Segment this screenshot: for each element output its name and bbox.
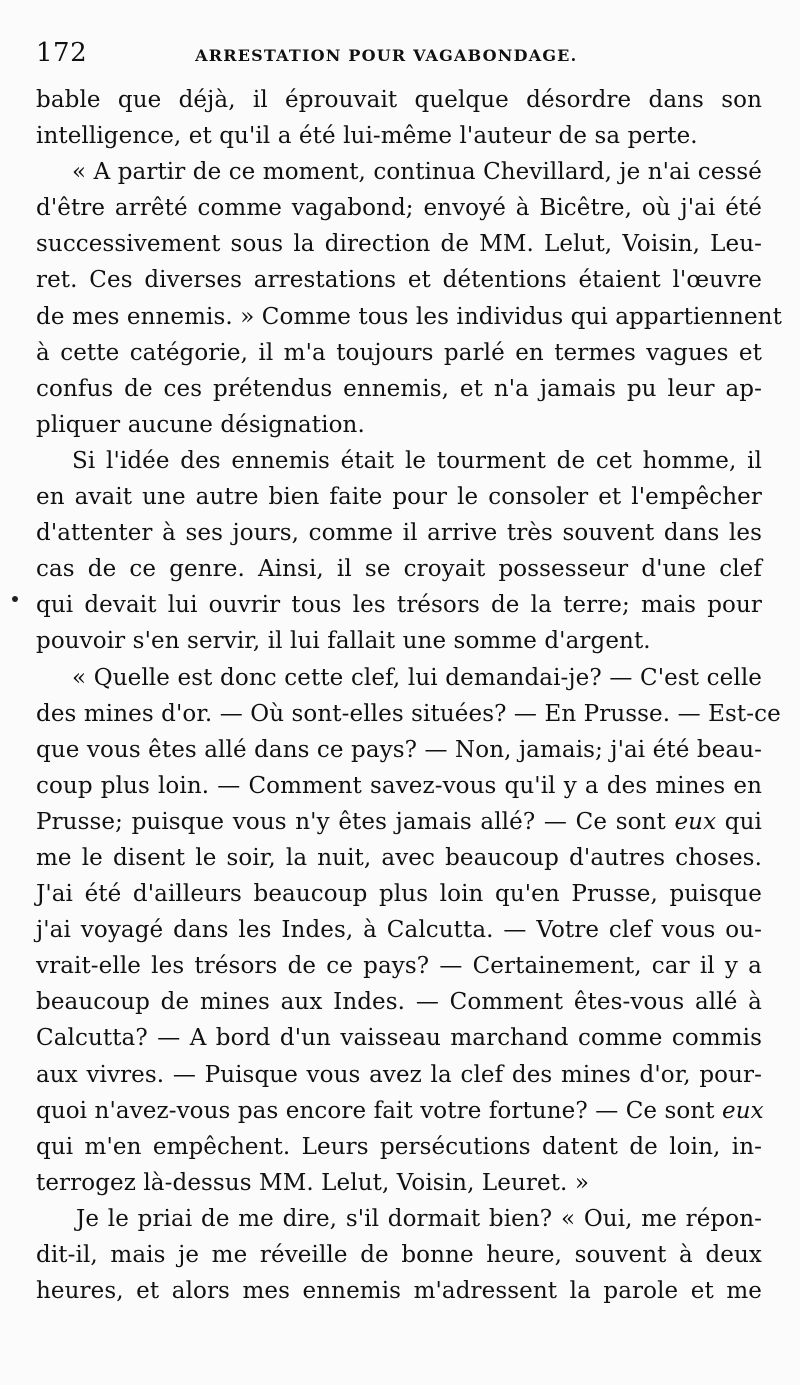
- running-head: ARRESTATION POUR VAGABONDAGE.: [195, 46, 578, 65]
- text-line: ret. Ces diverses arrestations et détentions étaient l'œuvre: [36, 267, 762, 294]
- text-line: à cette catégorie, il m'a toujours parlé en termes vagues et: [36, 339, 762, 366]
- text-line: d'attenter à ses jours, comme il arrive très souvent dans les: [36, 520, 762, 547]
- text-line: bable que déjà, il éprouvait quelque désordre dans son: [36, 87, 762, 113]
- italic-emphasis: eux: [722, 1097, 764, 1124]
- text-line: Je le priai de me dire, s'il dormait bien? « Oui, me répon-: [76, 1205, 762, 1232]
- text-line: pouvoir s'en servir, il lui fallait une somme d'argent.: [36, 628, 651, 655]
- text-line: des mines d'or. — Où sont-elles situées? — En Prusse. — Est-ce: [36, 700, 781, 727]
- text-line: dit-il, mais je me réveille de bonne heure, souvent à deux: [36, 1242, 762, 1268]
- text-line: coup plus loin. — Comment savez-vous qu'il y a des mines en: [36, 772, 762, 799]
- text-line-segment: quoi n'avez-vous pas encore fait votre fortune? — Ce sont: [36, 1097, 723, 1124]
- text-line-italic-word: [36, 1093, 762, 1129]
- text-line-segment: qui: [716, 808, 762, 835]
- body-text: [36, 82, 782, 1309]
- text-line: qui devait lui ouvrir tous les trésors de la terre; mais pour: [36, 592, 762, 619]
- text-line: d'être arrêté comme vagabond; envoyé à Bicêtre, où j'ai été: [36, 195, 762, 222]
- text-line: Calcutta? — A bord d'un vaisseau marchand comme commis: [36, 1025, 762, 1052]
- text-line: qui m'en empêchent. Leurs persécutions datent de loin, in-: [36, 1133, 762, 1160]
- text-line: aux vivres. — Puisque vous avez la clef des mines d'or, pour-: [36, 1061, 762, 1088]
- text-line: beaucoup de mines aux Indes. — Comment êtes-vous allé à: [36, 989, 762, 1016]
- text-line: en avait une autre bien faite pour le consoler et l'empêcher: [36, 484, 762, 511]
- text-line: que vous êtes allé dans ce pays? — Non, jamais; j'ai été beau-: [36, 736, 762, 763]
- text-line: me le disent le soir, la nuit, avec beaucoup d'autres choses.: [36, 844, 762, 871]
- text-line: terrogez là-dessus MM. Lelut, Voisin, Leuret. »: [36, 1169, 590, 1196]
- text-line: vrait-elle les trésors de ce pays? — Certainement, car il y a: [36, 953, 762, 980]
- page-number: 172: [36, 38, 88, 68]
- text-line-italic-word: [36, 804, 762, 840]
- italic-emphasis: eux: [674, 808, 717, 835]
- text-line-segment: Prusse; puisque vous n'y êtes jamais allé? — Ce sont: [36, 808, 675, 835]
- text-line: J'ai été d'ailleurs beaucoup plus loin qu'en Prusse, puisque: [36, 881, 762, 908]
- text-line: cas de ce genre. Ainsi, il se croyait possesseur d'une clef: [36, 556, 762, 583]
- text-line: confus de ces prétendus ennemis, et n'a jamais pu leur ap-: [36, 375, 762, 402]
- text-line: pliquer aucune désignation.: [36, 411, 365, 438]
- margin-mark: [12, 596, 18, 602]
- text-line: j'ai voyagé dans les Indes, à Calcutta. — Votre clef vous ou-: [36, 917, 762, 944]
- page-header: [36, 40, 748, 74]
- text-line: intelligence, et qu'il a été lui-même l'auteur de sa perte.: [36, 123, 698, 150]
- text-line: de mes ennemis. » Comme tous les individus qui appartiennent: [36, 303, 782, 330]
- text-line: Si l'idée des ennemis était le tourment de cet homme, il: [72, 447, 762, 474]
- text-line: heures, et alors mes ennemis m'adressent la parole et me: [36, 1278, 762, 1305]
- text-line: « A partir de ce moment, continua Chevillard, je n'ai cessé: [72, 159, 762, 186]
- text-line: « Quelle est donc cette clef, lui demandai-je? — C'est celle: [72, 664, 762, 691]
- text-line: successivement sous la direction de MM. Lelut, Voisin, Leu-: [36, 231, 762, 258]
